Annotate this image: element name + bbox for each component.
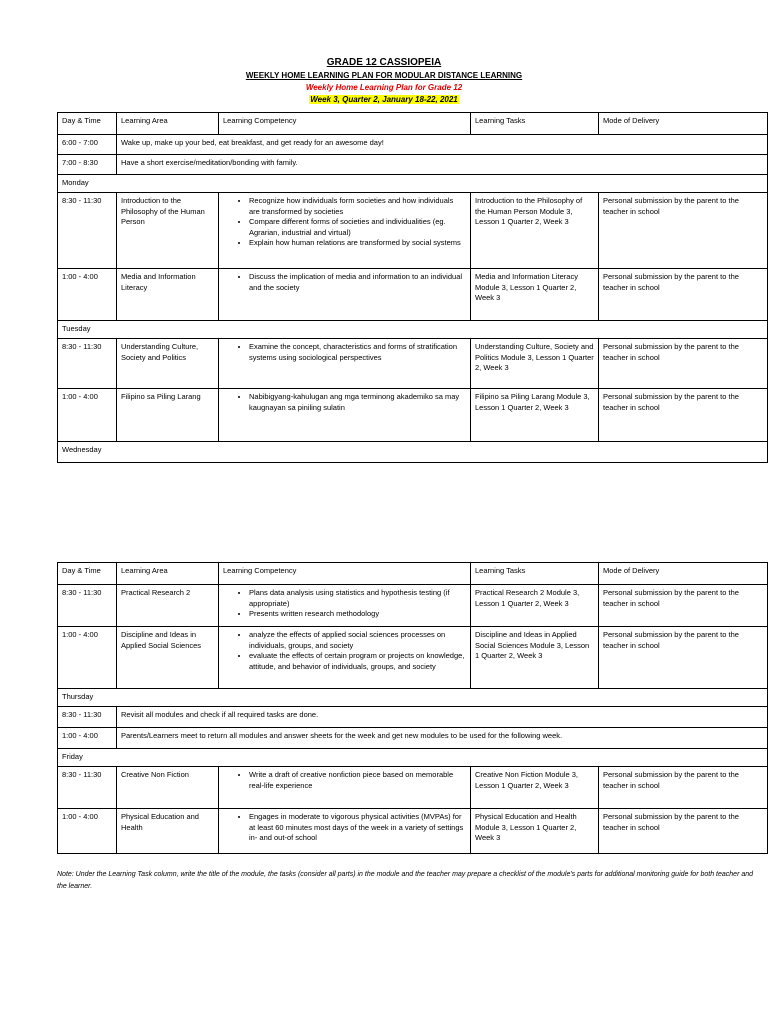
footnote: Note: Under the Learning Task column, write the title of the module, the tasks (consider all parts) in the module and the teacher may prepare a checklist of the module's parts for additional monitoring guide for both teacher and the learner.: [57, 871, 754, 890]
learning-competency: [219, 809, 471, 854]
learning-area: Physical Education and Health: [117, 809, 219, 854]
column-header: Learning Tasks: [471, 113, 599, 135]
column-header: Learning Competency: [219, 563, 471, 585]
weekly-plan-table-1: [57, 112, 768, 463]
learning-tasks: Filipino sa Piling Larang Module 3, Lesson 1 Quarter 2, Week 3: [471, 389, 599, 442]
weekly-plan-table-2: [57, 562, 768, 854]
document-header: [0, 56, 768, 106]
competency-item: • Engages in moderate to vigorous physical activities (MVPAs) for at least 60 minutes most days of the week in a variety of settings in- and out-of school: [249, 812, 466, 844]
column-header: Learning Area: [117, 563, 219, 585]
competency-item: • Presents written research methodology: [249, 609, 466, 620]
time-cell: 1:00 - 4:00: [58, 389, 117, 442]
table-row: [58, 627, 768, 689]
competency-item: • Compare different forms of societies and individualities (eg. Agrarian, industrial and virtual): [249, 217, 466, 238]
table-row: [58, 707, 768, 728]
competency-list: [223, 812, 466, 844]
table-row: [58, 389, 768, 442]
learning-tasks: Understanding Culture, Society and Politics Module 3, Lesson 1 Quarter 2, Week 3: [471, 339, 599, 389]
activity-text: Have a short exercise/meditation/bonding with family.: [117, 155, 768, 175]
competency-item: • Examine the concept, characteristics and forms of stratification systems using sociological perspectives: [249, 342, 466, 363]
mode-of-delivery: Personal submission by the parent to the teacher in school: [599, 339, 768, 389]
learning-area: Introduction to the Philosophy of the Human Person: [117, 193, 219, 269]
activity-text: Wake up, make up your bed, eat breakfast, and get ready for an awesome day!: [117, 135, 768, 155]
learning-competency: [219, 767, 471, 809]
day-label: Friday: [58, 749, 768, 767]
mode-of-delivery: Personal submission by the parent to the teacher in school: [599, 193, 768, 269]
learning-competency: [219, 193, 471, 269]
table-row: [58, 728, 768, 749]
time-cell: 1:00 - 4:00: [58, 269, 117, 321]
time-cell: 1:00 - 4:00: [58, 627, 117, 689]
table-row: [58, 193, 768, 269]
competency-item: • evaluate the effects of certain program or projects on knowledge, attitude, and behavior of individuals, groups, and society: [249, 651, 466, 672]
page-title: GRADE 12 CASSIOPEIA: [326, 57, 442, 68]
competency-item: • Explain how human relations are transformed by social systems: [249, 238, 466, 249]
week-label: Week 3, Quarter 2, January 18-22, 2021: [310, 95, 458, 104]
column-header: Day & Time: [58, 113, 117, 135]
learning-competency: [219, 585, 471, 627]
day-row: [58, 442, 768, 463]
day-label: Thursday: [58, 689, 768, 707]
day-row: [58, 321, 768, 339]
column-header: Day & Time: [58, 563, 117, 585]
column-header: Learning Competency: [219, 113, 471, 135]
table-row: [58, 269, 768, 321]
learning-area: Filipino sa Piling Larang: [117, 389, 219, 442]
learning-competency: [219, 389, 471, 442]
day-label: Wednesday: [58, 442, 768, 463]
learning-tasks: Discipline and Ideas in Applied Social Sciences Module 3, Lesson 1 Quarter 2, Week 3: [471, 627, 599, 689]
time-cell: 8:30 - 11:30: [58, 585, 117, 627]
competency-item: • Write a draft of creative nonfiction piece based on memorable real-life experience: [249, 770, 466, 791]
competency-list: [223, 342, 466, 363]
column-header: Learning Tasks: [471, 563, 599, 585]
learning-competency: [219, 339, 471, 389]
competency-list: [223, 770, 466, 791]
competency-item: • Discuss the implication of media and information to an individual and the society: [249, 272, 466, 293]
learning-competency: [219, 627, 471, 689]
competency-list: [223, 272, 466, 293]
day-row: [58, 749, 768, 767]
learning-area: Practical Research 2: [117, 585, 219, 627]
competency-list: [223, 196, 466, 249]
day-row: [58, 175, 768, 193]
time-cell: 8:30 - 11:30: [58, 339, 117, 389]
learning-area: Discipline and Ideas in Applied Social Sciences: [117, 627, 219, 689]
time-cell: 1:00 - 4:00: [58, 728, 117, 749]
day-label: Monday: [58, 175, 768, 193]
column-header: Learning Area: [117, 113, 219, 135]
column-header: Mode of Delivery: [599, 563, 768, 585]
mode-of-delivery: Personal submission by the parent to the teacher in school: [599, 809, 768, 854]
time-cell: 8:30 - 11:30: [58, 767, 117, 809]
time-cell: 7:00 - 8:30: [58, 155, 117, 175]
activity-text: Parents/Learners meet to return all modules and answer sheets for the week and get new modules to be used for the following week.: [117, 728, 768, 749]
learning-area: Understanding Culture, Society and Politics: [117, 339, 219, 389]
time-cell: 8:30 - 11:30: [58, 707, 117, 728]
competency-list: [223, 630, 466, 672]
mode-of-delivery: Personal submission by the parent to the teacher in school: [599, 269, 768, 321]
learning-area: Creative Non Fiction: [117, 767, 219, 809]
table-row: [58, 809, 768, 854]
learning-area: Media and Information Literacy: [117, 269, 219, 321]
mode-of-delivery: Personal submission by the parent to the teacher in school: [599, 767, 768, 809]
table-row: [58, 585, 768, 627]
competency-item: • Plans data analysis using statistics and hypothesis testing (if appropriate): [249, 588, 466, 609]
competency-item: • analyze the effects of applied social sciences processes on individuals, groups, and society: [249, 630, 466, 651]
mode-of-delivery: Personal submission by the parent to the teacher in school: [599, 585, 768, 627]
time-cell: 8:30 - 11:30: [58, 193, 117, 269]
competency-item: • Recognize how individuals form societies and how individuals are transformed by societies: [249, 196, 466, 217]
competency-item: • Nabibigyang-kahulugan ang mga terminong akademiko sa may kaugnayan sa piniling sulatin: [249, 392, 466, 413]
table-header-row: [58, 563, 768, 585]
competency-list: [223, 392, 466, 413]
learning-tasks: Media and Information Literacy Module 3, Lesson 1 Quarter 2, Week 3: [471, 269, 599, 321]
learning-tasks: Creative Non Fiction Module 3, Lesson 1 Quarter 2, Week 3: [471, 767, 599, 809]
mode-of-delivery: Personal submission by the parent to the teacher in school: [599, 627, 768, 689]
table-row: [58, 135, 768, 155]
mode-of-delivery: Personal submission by the parent to the teacher in school: [599, 389, 768, 442]
day-label: Tuesday: [58, 321, 768, 339]
time-cell: 6:00 - 7:00: [58, 135, 117, 155]
column-header: Mode of Delivery: [599, 113, 768, 135]
plan-label: Weekly Home Learning Plan for Grade 12: [305, 83, 463, 92]
learning-tasks: Practical Research 2 Module 3, Lesson 1 Quarter 2, Week 3: [471, 585, 599, 627]
competency-list: [223, 588, 466, 620]
table-header-row: [58, 113, 768, 135]
day-row: [58, 689, 768, 707]
activity-text: Revisit all modules and check if all required tasks are done.: [117, 707, 768, 728]
page-subtitle: WEEKLY HOME LEARNING PLAN FOR MODULAR DISTANCE LEARNING: [245, 71, 523, 80]
table-row: [58, 155, 768, 175]
table-row: [58, 767, 768, 809]
learning-competency: [219, 269, 471, 321]
learning-tasks: Introduction to the Philosophy of the Human Person Module 3, Lesson 1 Quarter 2, Week 3: [471, 193, 599, 269]
learning-tasks: Physical Education and Health Module 3, Lesson 1 Quarter 2, Week 3: [471, 809, 599, 854]
table-row: [58, 339, 768, 389]
time-cell: 1:00 - 4:00: [58, 809, 117, 854]
